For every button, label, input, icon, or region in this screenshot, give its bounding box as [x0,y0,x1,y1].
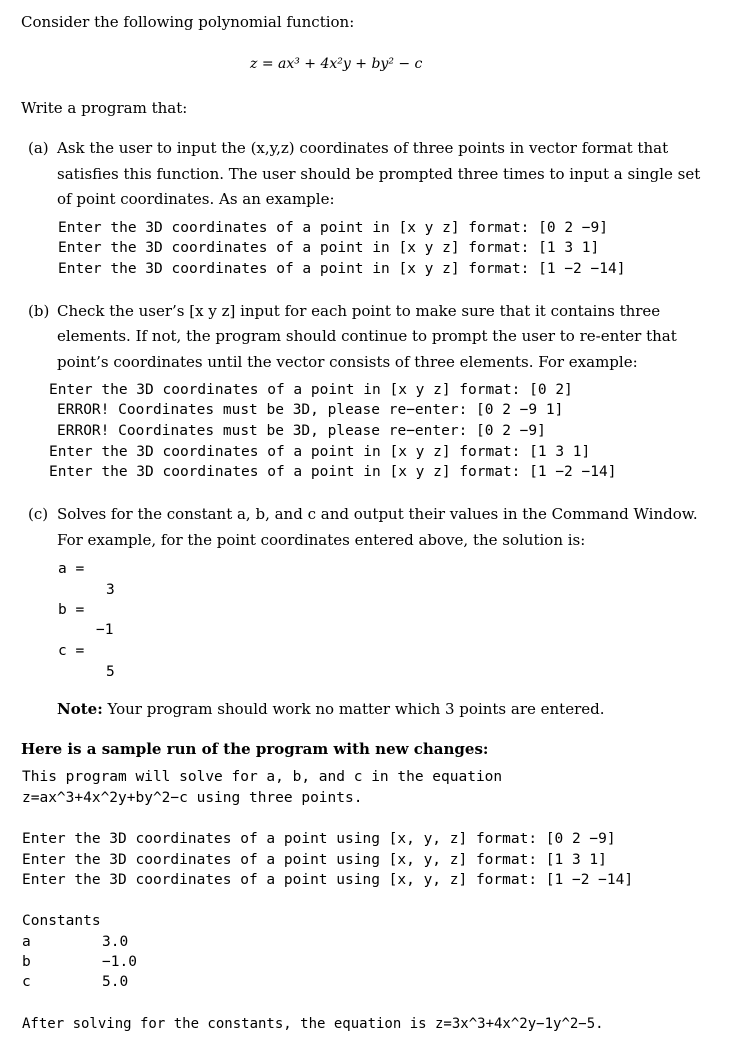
note-label: Note: [57,700,103,718]
sample-intro-line-2: z=ax^3+4x^2y+by^2−c using three points. [22,790,363,806]
sample-heading: Here is a sample run of the program with new changes: [21,740,489,758]
part-a-code-line-2: Enter the 3D coordinates of a point in [x y z] format: [1 3 1] [58,240,600,256]
part-b-line-1: Check the user’s [x y z] input for each point to make sure that it contains three [57,302,661,320]
var-b-value: −1 [96,622,114,638]
write-program-text: Write a program that: [21,99,188,117]
part-a-label: (a) [28,139,49,157]
sample-prompt-2: Enter the 3D coordinates of a point using [x, y, z] format: [1 3 1] [22,852,607,868]
sample-intro-line-1: This program will solve for a, b, and c in the equation [22,769,503,785]
sample-final-line: After solving for the constants, the equation is z=3x^3+4x^2y−1y^2−5. [22,1016,604,1032]
part-b-label: (b) [28,302,50,320]
note [57,700,605,718]
var-c-value: 5 [106,664,115,680]
part-b-code-line-4: Enter the 3D coordinates of a point in [x y z] format: [1 3 1] [49,444,591,460]
part-c-line-1: Solves for the constant a, b, and c and output their values in the Command Window. [57,505,698,523]
part-a-code-line-1: Enter the 3D coordinates of a point in [x y z] format: [0 2 −9] [58,220,608,236]
constants-label: Constants [22,913,101,929]
part-b-line-3: point’s coordinates until the vector consists of three elements. For example: [57,353,638,371]
part-b-line-2: elements. If not, the program should continue to prompt the user to re-enter that [57,327,677,345]
constant-a-value: 3.0 [102,934,129,950]
var-a-value: 3 [106,582,115,598]
polynomial-equation: z = ax³ + 4x²y + by² − c [250,56,423,72]
part-b-code-line-3: ERROR! Coordinates must be 3D, please re−enter: [0 2 −9] [57,423,546,439]
constant-c-value: 5.0 [102,974,129,990]
var-a-name: a = [58,561,85,577]
intro-text: Consider the following polynomial function: [21,13,355,31]
var-b-name: b = [58,602,85,618]
note-text: Your program should work no matter which 3 points are entered. [107,700,605,718]
part-a-line-2: satisfies this function. The user should be prompted three times to input a single set [57,165,701,183]
part-c-label: (c) [28,505,49,523]
sample-prompt-3: Enter the 3D coordinates of a point using [x, y, z] format: [1 −2 −14] [22,872,634,888]
constant-b-name: b [22,954,31,970]
part-a-line-1: Ask the user to input the (x,y,z) coordinates of three points in vector format that [57,139,669,157]
part-b-code-line-5: Enter the 3D coordinates of a point in [x y z] format: [1 −2 −14] [49,464,617,480]
part-a-line-3: of point coordinates. As an example: [57,190,335,208]
part-c-line-2: For example, for the point coordinates entered above, the solution is: [57,531,586,549]
part-b-code-line-1: Enter the 3D coordinates of a point in [x y z] format: [0 2] [49,382,573,398]
constant-b-value: −1.0 [102,954,137,970]
sample-prompt-1: Enter the 3D coordinates of a point using [x, y, z] format: [0 2 −9] [22,831,616,847]
constant-a-name: a [22,934,31,950]
part-a-code-line-3: Enter the 3D coordinates of a point in [x y z] format: [1 −2 −14] [58,261,626,277]
constant-c-name: c [22,974,31,990]
part-b-code-line-2: ERROR! Coordinates must be 3D, please re−enter: [0 2 −9 1] [57,402,564,418]
var-c-name: c = [58,643,85,659]
